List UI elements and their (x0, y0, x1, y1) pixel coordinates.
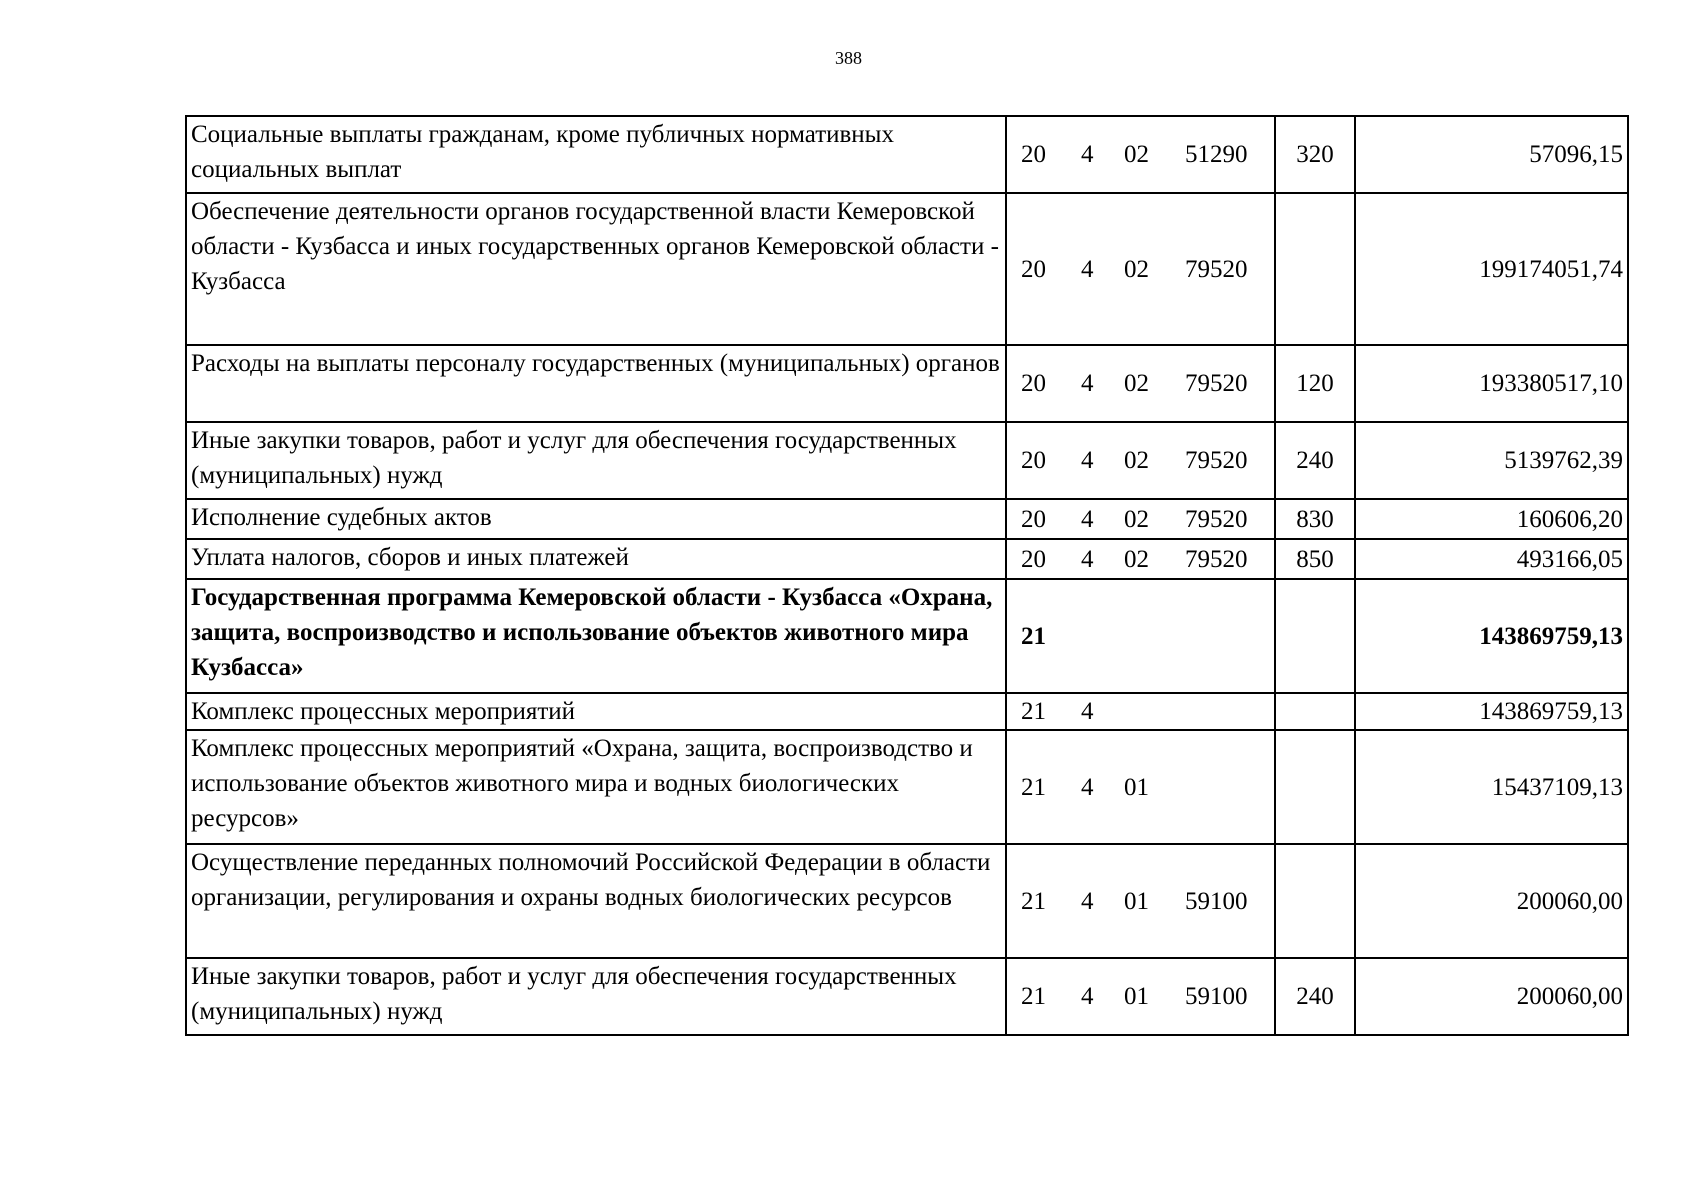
amount-cell: 193380517,10 (1355, 345, 1628, 422)
table-row (186, 693, 1628, 730)
event-code: 02 (1124, 447, 1149, 474)
table-row (186, 116, 1628, 193)
amount-cell: 5139762,39 (1355, 422, 1628, 499)
program-code: 21 (1021, 983, 1046, 1010)
row-codes-cell (1006, 499, 1275, 539)
subprogram-code: 4 (1081, 370, 1094, 397)
row-name-cell: Иные закупки товаров, работ и услуг для обеспечения государственных (муниципальных) нужд (186, 958, 1006, 1035)
expense-type-cell (1275, 693, 1355, 730)
amount-cell: 493166,05 (1355, 539, 1628, 579)
expense-type-cell: 240 (1275, 422, 1355, 499)
row-codes-cell (1006, 422, 1275, 499)
row-name-cell: Расходы на выплаты персоналу государственных (муниципальных) органов (186, 345, 1006, 422)
expense-type-cell: 240 (1275, 958, 1355, 1035)
event-code: 02 (1124, 370, 1149, 397)
direction-code: 79520 (1185, 545, 1248, 573)
program-code: 20 (1021, 505, 1046, 533)
expense-type-cell (1275, 730, 1355, 844)
row-codes-cell (1006, 116, 1275, 193)
direction-code: 59100 (1185, 887, 1248, 915)
row-codes-cell (1006, 579, 1275, 693)
row-name-cell: Уплата налогов, сборов и иных платежей (186, 539, 1006, 579)
subprogram-code: 4 (1081, 447, 1094, 474)
row-codes-cell (1006, 730, 1275, 844)
table-row (186, 958, 1628, 1035)
expense-type-cell (1275, 844, 1355, 958)
amount-cell: 160606,20 (1355, 499, 1628, 539)
amount-cell: 200060,00 (1355, 958, 1628, 1035)
program-code: 21 (1021, 773, 1046, 801)
program-code: 20 (1021, 447, 1046, 474)
amount-cell: 15437109,13 (1355, 730, 1628, 844)
table-row (186, 730, 1628, 844)
row-name-cell: Комплекс процессных мероприятий «Охрана, защита, воспроизводство и использование объектов животного мира и водных биологических ресурсов» (186, 730, 1006, 844)
event-code: 02 (1124, 141, 1149, 168)
event-code: 01 (1124, 773, 1149, 801)
subprogram-code: 4 (1081, 141, 1094, 168)
subprogram-code: 4 (1081, 887, 1094, 915)
row-name-cell: Комплекс процессных мероприятий (186, 693, 1006, 730)
direction-code: 51290 (1185, 141, 1248, 168)
expense-type-cell: 850 (1275, 539, 1355, 579)
row-codes-cell (1006, 193, 1275, 345)
subprogram-code: 4 (1081, 255, 1094, 283)
program-code: 21 (1021, 887, 1046, 915)
program-code: 21 (1021, 622, 1046, 650)
amount-cell: 143869759,13 (1355, 693, 1628, 730)
table-row (186, 539, 1628, 579)
amount-cell: 199174051,74 (1355, 193, 1628, 345)
event-code: 01 (1124, 887, 1149, 915)
row-codes-cell (1006, 958, 1275, 1035)
amount-cell: 143869759,13 (1355, 579, 1628, 693)
subprogram-code: 4 (1081, 773, 1094, 801)
row-codes-cell (1006, 345, 1275, 422)
expense-type-cell (1275, 579, 1355, 693)
direction-code: 79520 (1185, 370, 1248, 397)
subprogram-code: 4 (1081, 698, 1094, 725)
table-row (186, 579, 1628, 693)
row-name-cell: Обеспечение деятельности органов государственной власти Кемеровской области - Кузбасса и иных государственных органов Кемеровской области - Кузбасса (186, 193, 1006, 345)
program-code: 21 (1021, 698, 1046, 725)
event-code: 02 (1124, 545, 1149, 573)
table-row (186, 499, 1628, 539)
direction-code: 79520 (1185, 505, 1248, 533)
subprogram-code: 4 (1081, 505, 1094, 533)
table-row (186, 345, 1628, 422)
budget-table (185, 115, 1629, 1036)
expense-type-cell: 320 (1275, 116, 1355, 193)
row-name-cell: Социальные выплаты гражданам, кроме публичных нормативных социальных выплат (186, 116, 1006, 193)
row-codes-cell (1006, 693, 1275, 730)
event-code: 02 (1124, 255, 1149, 283)
row-codes-cell (1006, 844, 1275, 958)
page-number: 388 (835, 48, 862, 68)
direction-code: 79520 (1185, 255, 1248, 283)
subprogram-code: 4 (1081, 983, 1094, 1010)
expense-type-cell: 120 (1275, 345, 1355, 422)
row-name-cell: Исполнение судебных актов (186, 499, 1006, 539)
event-code: 01 (1124, 983, 1149, 1010)
program-code: 20 (1021, 545, 1046, 573)
direction-code: 79520 (1185, 447, 1248, 474)
expense-type-cell (1275, 193, 1355, 345)
subprogram-code: 4 (1081, 545, 1094, 573)
row-codes-cell (1006, 539, 1275, 579)
program-code: 20 (1021, 141, 1046, 168)
expense-type-cell: 830 (1275, 499, 1355, 539)
table-row (186, 844, 1628, 958)
table-row (186, 193, 1628, 345)
table-row (186, 422, 1628, 499)
event-code: 02 (1124, 505, 1149, 533)
row-name-cell: Государственная программа Кемеровской области - Кузбасса «Охрана, защита, воспроизводство и использование объектов животного мира Кузбасса» (186, 579, 1006, 693)
direction-code: 59100 (1185, 983, 1248, 1010)
amount-cell: 200060,00 (1355, 844, 1628, 958)
row-name-cell: Осуществление переданных полномочий Российской Федерации в области организации, регулирования и охраны водных биологических ресурсов (186, 844, 1006, 958)
row-name-cell: Иные закупки товаров, работ и услуг для обеспечения государственных (муниципальных) нужд (186, 422, 1006, 499)
program-code: 20 (1021, 370, 1046, 397)
amount-cell: 57096,15 (1355, 116, 1628, 193)
program-code: 20 (1021, 255, 1046, 283)
